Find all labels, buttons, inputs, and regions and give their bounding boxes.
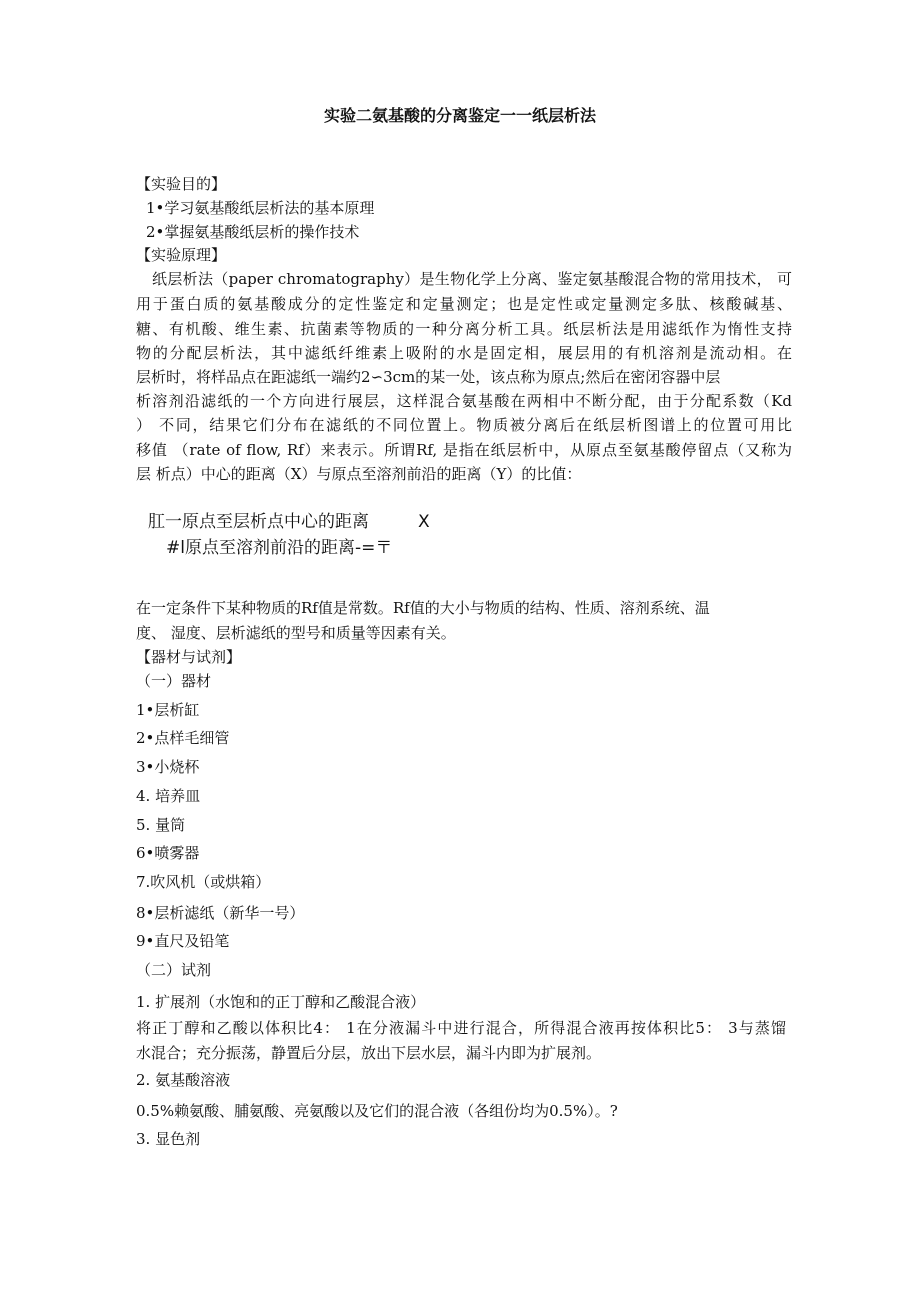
equipment-item: 6•喷雾器 (136, 844, 200, 862)
equipment-item: 9•直尺及铅笔 (136, 932, 230, 950)
principle-line: 糖、有机酸、维生素、抗菌素等物质的一种分离分析工具。纸层析法是用滤纸作为惰性支持 (136, 320, 792, 338)
purpose-item: 1•学习氨基酸纸层析法的基本原理 (146, 199, 375, 217)
formula-denominator: #l原点至溶剂前沿的距离-=〒 (166, 538, 393, 558)
reagent-description: 水混合；充分振荡，静置后分层，放出下层水层，漏斗内即为扩展剂。 (136, 1044, 602, 1062)
reagents-heading: （二）试剂 (136, 961, 212, 979)
principle-line: 层析时，将样品点在距滤纸一端约2∽3cm的某一处，该点称为原点;然后在密闭容器中层 (136, 368, 721, 386)
principle-line: 析溶剂沿滤纸的一个方向进行展层，这样混合氨基酸在两相中不断分配，由于分配系数（Kd (136, 392, 792, 410)
principle-line: 移值 （rate of flow, Rf）来表示。所谓Rf, 是指在纸层析中，从原点至氨基酸停留点（又称为 (136, 441, 792, 459)
principle-line: 纸层析法（paper chromatography）是生物化学上分离、鉴定氨基酸混合物的常用技术， 可 (152, 270, 792, 288)
formula-variable-x: X (418, 512, 430, 532)
formula-numerator: 肛一原点至层析点中心的距离 (148, 512, 369, 532)
equipment-item: 5. 量筒 (136, 816, 186, 834)
reagent-description: 0.5%赖氨酸、脯氨酸、亮氨酸以及它们的混合液（各组份均为0.5%）。? (136, 1102, 618, 1120)
rf-note-line: 度、 湿度、层析滤纸的型号和质量等因素有关。 (136, 624, 456, 642)
document-title: 实验二氨基酸的分离鉴定一一纸层析法 (323, 106, 596, 125)
reagent-title: 3. 显色剂 (136, 1130, 201, 1148)
equipment-item: 8•层析滤纸（新华一号） (136, 904, 305, 922)
equipment-item: 1•层析缸 (136, 701, 200, 719)
principle-heading: 【实验原理】 (136, 246, 227, 264)
equipment-item: 4. 培养皿 (136, 787, 201, 805)
rf-note-line: 在一定条件下某种物质的Rf值是常数。Rf值的大小与物质的结构、性质、溶剂系统、温 (136, 599, 710, 617)
equipment-item: 3•小烧杯 (136, 758, 200, 776)
materials-heading: 【器材与试剂】 (136, 648, 242, 666)
principle-line: ） 不同，结果它们分布在滤纸的不同位置上。物质被分离后在纸层析图谱上的位置可用比 (136, 416, 792, 434)
reagent-title: 1. 扩展剂（水饱和的正丁醇和乙酸混合液） (136, 993, 426, 1011)
principle-line: 物的分配层析法，其中滤纸纤维素上吸附的水是固定相，展层用的有机溶剂是流动相。在 (136, 344, 792, 362)
principle-line: 用于蛋白质的氨基酸成分的定性鉴定和定量测定；也是定性或定量测定多肽、核酸碱基、 (136, 295, 792, 313)
equipment-item: 2•点样毛细管 (136, 729, 230, 747)
equipment-heading: （一）器材 (136, 672, 212, 690)
purpose-heading: 【实验目的】 (136, 175, 227, 193)
equipment-item: 7.吹风机（或烘箱） (136, 873, 271, 891)
reagent-title: 2. 氨基酸溶液 (136, 1071, 231, 1089)
principle-line: 层 析点）中心的距离（X）与原点至溶剂前沿的距离（Y）的比值： (136, 465, 582, 483)
reagent-description: 将正丁醇和乙酸以体积比4： 1在分液漏斗中进行混合，所得混合液再按体积比5： 3与蒸馏 (136, 1019, 786, 1037)
purpose-item: 2•掌握氨基酸纸层析的操作技术 (146, 223, 360, 241)
